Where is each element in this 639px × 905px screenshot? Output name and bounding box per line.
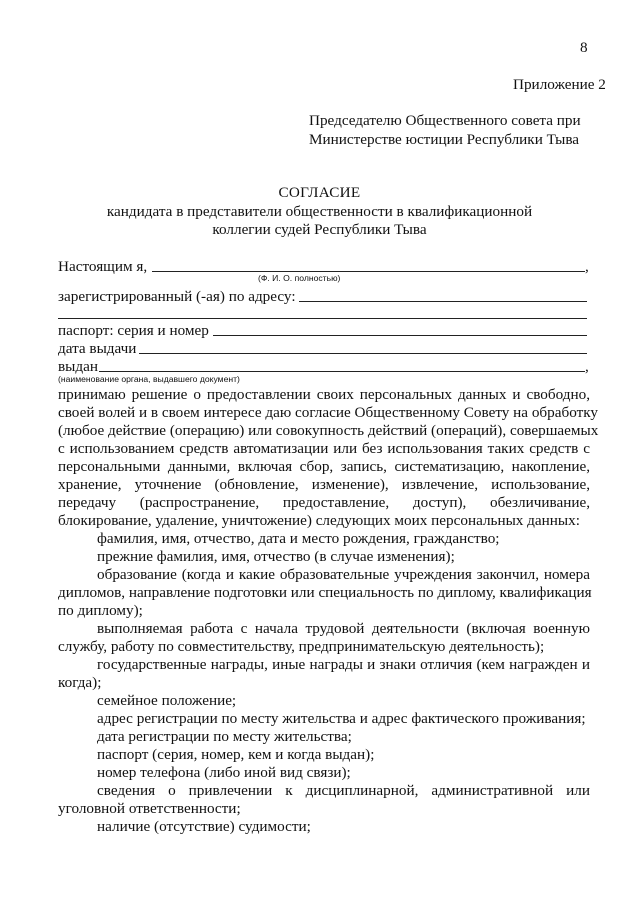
iam-suffix: , <box>585 258 589 275</box>
title-line-1: кандидата в представители общественности в квалификационной <box>106 203 533 220</box>
consent-line: (любое действие (операцию) или совокупность действий (операций), совершаемых <box>58 422 599 439</box>
list-item-continuation: уголовной ответственности; <box>58 800 241 817</box>
issuer-hint: (наименование органа, выдавшего документ) <box>58 374 240 384</box>
appendix-label: Приложение 2 <box>513 76 606 93</box>
addressee-line-1: Председателю Общественного совета при <box>309 112 581 129</box>
consent-line: с использованием средств автоматизации или без использования таких средств с <box>58 440 590 457</box>
list-item: государственные награды, иные награды и знаки отличия (кем награжден и <box>97 656 590 673</box>
consent-line: своей волей и в своем интересе даю согласие Общественному Совету на обработку <box>58 404 599 421</box>
consent-line: блокирование, удаление, уничтожение) следующих моих персональных данных: <box>58 512 580 529</box>
list-item: номер телефона (либо иной вид связи); <box>97 764 351 781</box>
page-number: 8 <box>580 39 588 56</box>
list-item-continuation: когда); <box>58 674 102 691</box>
address-label: зарегистрированный (-ая) по адресу: <box>58 288 296 305</box>
issued-by-label: выдан <box>58 358 98 375</box>
list-item-continuation: службу, работу по совместительству, предпринимательскую деятельность); <box>58 638 545 655</box>
issued-by-suffix: , <box>585 358 589 375</box>
consent-line: передачу (распространение, предоставление, доступ), обезличивание, <box>58 494 590 511</box>
list-item: сведения о привлечении к дисциплинарной, административной или <box>97 782 590 799</box>
list-item: адрес регистрации по месту жительства и адрес фактического проживания; <box>97 710 586 727</box>
title-heading: СОГЛАСИЕ <box>278 184 361 201</box>
consent-line: хранение, уточнение (обновление, изменение), извлечение, использование, <box>58 476 590 493</box>
issue-date-field[interactable] <box>139 353 587 354</box>
consent-line: принимаю решение о предоставлении своих персональных данных и свободно, <box>58 386 590 403</box>
iam-label: Настоящим я, <box>58 258 148 275</box>
list-item: выполняемая работа с начала трудовой деятельности (включая военную <box>97 620 590 637</box>
list-item: образование (когда и какие образовательные учреждения закончил, номера <box>97 566 590 583</box>
issue-date-label: дата выдачи <box>58 340 137 357</box>
list-item: фамилия, имя, отчество, дата и место рождения, гражданство; <box>97 530 500 547</box>
full-name-hint: (Ф. И. О. полностью) <box>258 273 341 283</box>
list-item: дата регистрации по месту жительства; <box>97 728 352 745</box>
issued-by-field[interactable] <box>99 371 585 372</box>
full-name-field[interactable] <box>152 271 585 272</box>
consent-line: персональными данными, включая сбор, запись, систематизацию, накопление, <box>58 458 590 475</box>
passport-number-field[interactable] <box>213 335 587 336</box>
title-line-2: коллегии судей Республики Тыва <box>212 221 427 238</box>
list-item-continuation: по диплому); <box>58 602 143 619</box>
list-item: семейное положение; <box>97 692 237 709</box>
list-item-continuation: дипломов, направление подготовки или специальность по диплому, квалификация <box>58 584 592 601</box>
list-item: наличие (отсутствие) судимости; <box>97 818 311 835</box>
list-item: прежние фамилия, имя, отчество (в случае изменения); <box>97 548 455 565</box>
passport-label: паспорт: серия и номер <box>58 322 209 339</box>
list-item: паспорт (серия, номер, кем и когда выдан); <box>97 746 375 763</box>
address-field-continuation[interactable] <box>58 318 587 319</box>
addressee-line-2: Министерстве юстиции Республики Тыва <box>309 131 580 148</box>
address-field[interactable] <box>299 301 587 302</box>
